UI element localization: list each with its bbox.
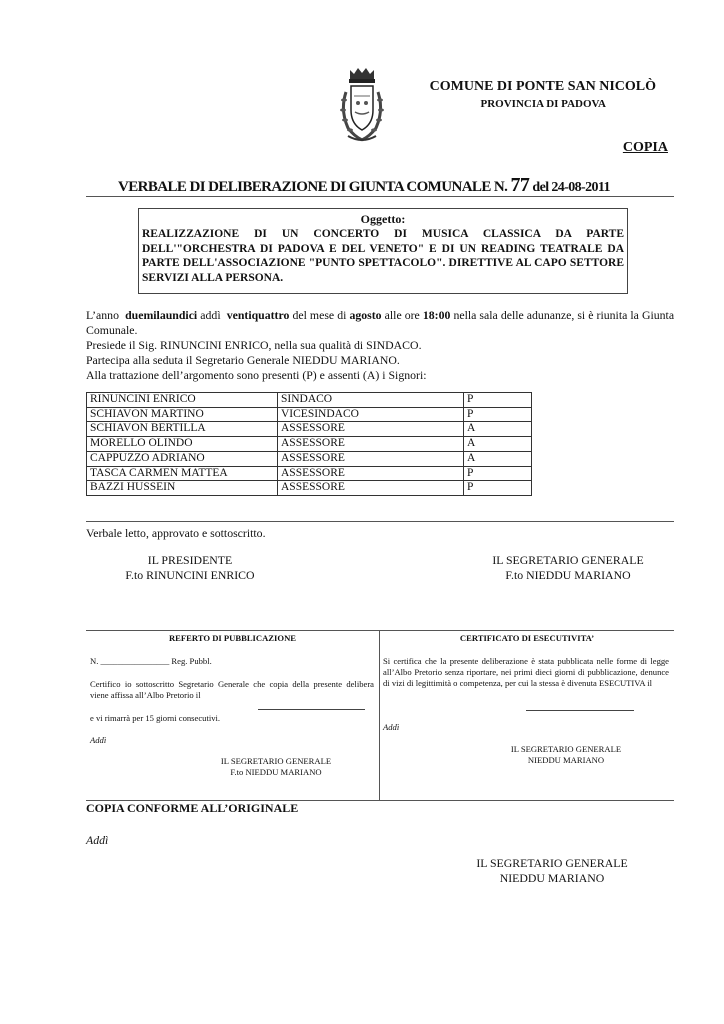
- copia-label: COPIA: [622, 140, 668, 155]
- referto-duration: e vi rimarrà per 15 giorni consecutivi.: [90, 713, 221, 723]
- segretario-name: F.to NIEDDU MARIANO: [505, 568, 631, 582]
- segretario-signature: [470, 553, 666, 583]
- presidente-title: IL PRESIDENTE: [147, 553, 233, 567]
- referto-addi: Addì: [90, 735, 107, 745]
- title-rule: [86, 196, 674, 197]
- footer-addi: Addì: [86, 833, 109, 847]
- deliberation-number: 77: [510, 174, 530, 196]
- certificato-text: Si certifica che la presente deliberazione è stata pubblicata nelle forme di legge all’Albo Pretorio senza riportare, nei primi dieci giorni di pubblicazione, denunce di vizi di legittimità o competenza, per cui la stessa è divenuta ESECUTIVA il: [383, 656, 669, 688]
- certificato-date-line: [526, 710, 634, 711]
- certificato-title: CERTIFICATO DI ESECUTIVITA’: [459, 633, 595, 643]
- title-prefix: VERBALE DI DELIBERAZIONE DI GIUNTA COMUNALE N.: [118, 179, 508, 195]
- provincia-name: PROVINCIA DI PADOVA: [480, 98, 606, 110]
- meeting-day: ventiquattro: [226, 308, 290, 322]
- certificato-sig-name: NIEDDU MARIANO: [527, 755, 605, 765]
- approval-statement: Verbale letto, approvato e sottoscritto.: [86, 526, 266, 540]
- presidente-signature: [96, 553, 284, 583]
- copia-conforme-heading: COPIA CONFORME ALL’ORIGINALE: [86, 801, 299, 815]
- referto-title: REFERTO DI PUBBLICAZIONE: [168, 633, 297, 643]
- document-title: [118, 174, 610, 197]
- meeting-year: duemilaundici: [125, 308, 198, 322]
- referto-sig-title: IL SEGRETARIO GENERALE: [220, 756, 332, 766]
- table-row: CAPPUZZO ADRIANO ASSESSORE A: [87, 451, 532, 466]
- footer-signature: [472, 856, 632, 886]
- certificato-signature: [486, 744, 646, 766]
- table-row: SCHIAVON MARTINO VICESINDACO P: [87, 407, 532, 422]
- subject-box: [138, 208, 628, 294]
- referto-date-line: [258, 709, 365, 710]
- referto-reg-number: N. ________________ Reg. Pubbl.: [90, 656, 212, 666]
- meeting-month: agosto: [349, 308, 382, 322]
- comune-name: COMUNE DI PONTE SAN NICOLÒ: [429, 79, 656, 94]
- members-table: [86, 392, 532, 496]
- certificates-top-rule: [86, 630, 674, 631]
- footer-sig-name: NIEDDU MARIANO: [499, 871, 605, 885]
- referto-signature: [196, 756, 356, 778]
- table-row: MORELLO OLINDO ASSESSORE A: [87, 437, 532, 452]
- table-row: RINUNCINI ENRICO SINDACO P: [87, 393, 532, 408]
- trattazione-line: Alla trattazione dell’argomento sono presenti (P) e assenti (A) i Signori:: [86, 368, 427, 382]
- meeting-intro: L’anno duemilaundici addì ventiquattro del mese di agosto alle ore 18:00 nella sala delle adunanze, si è riunita la Giunta Comunale.: [86, 308, 675, 337]
- referto-certification: Certifico io sottoscritto Segretario Generale che copia della presente delibera viene affissa all’Albo Pretorio il: [90, 679, 374, 700]
- table-row: SCHIAVON BERTILLA ASSESSORE A: [87, 422, 532, 437]
- certificato-sig-title: IL SEGRETARIO GENERALE: [510, 744, 622, 754]
- footer-sig-title: IL SEGRETARIO GENERALE: [476, 856, 628, 870]
- certificates-divider: [379, 630, 380, 800]
- presidente-name: F.to RINUNCINI ENRICO: [125, 568, 255, 582]
- meeting-text: [86, 308, 674, 383]
- meeting-time: 18:00: [422, 308, 451, 322]
- presiede-line: Presiede il Sig. RINUNCINI ENRICO, nella sua qualità di SINDACO.: [86, 338, 422, 352]
- subject-label: Oggetto:: [360, 212, 406, 226]
- section-rule: [86, 521, 674, 522]
- deliberation-date: del 24-08-2011: [532, 180, 610, 195]
- table-row: BAZZI HUSSEIN ASSESSORE P: [87, 481, 532, 496]
- certificato-addi: Addì: [383, 722, 400, 732]
- subject-text: REALIZZAZIONE DI UN CONCERTO DI MUSICA CLASSICA DA PARTE DELL'"ORCHESTRA DI PADOVA E DEL VENETO" E DI UN READING TEATRALE DA PARTE DELL'ASSOCIAZIONE "PUNTO SPETTACOLO". DIRETTIVE AL CAPO SETTORE SERVIZI ALLA PERSONA.: [142, 228, 624, 284]
- partecipa-line: Partecipa alla seduta il Segretario Generale NIEDDU MARIANO.: [86, 353, 400, 367]
- table-row: TASCA CARMEN MATTEA ASSESSORE P: [87, 466, 532, 481]
- segretario-title: IL SEGRETARIO GENERALE: [492, 553, 644, 567]
- referto-sig-name: F.to NIEDDU MARIANO: [230, 767, 322, 777]
